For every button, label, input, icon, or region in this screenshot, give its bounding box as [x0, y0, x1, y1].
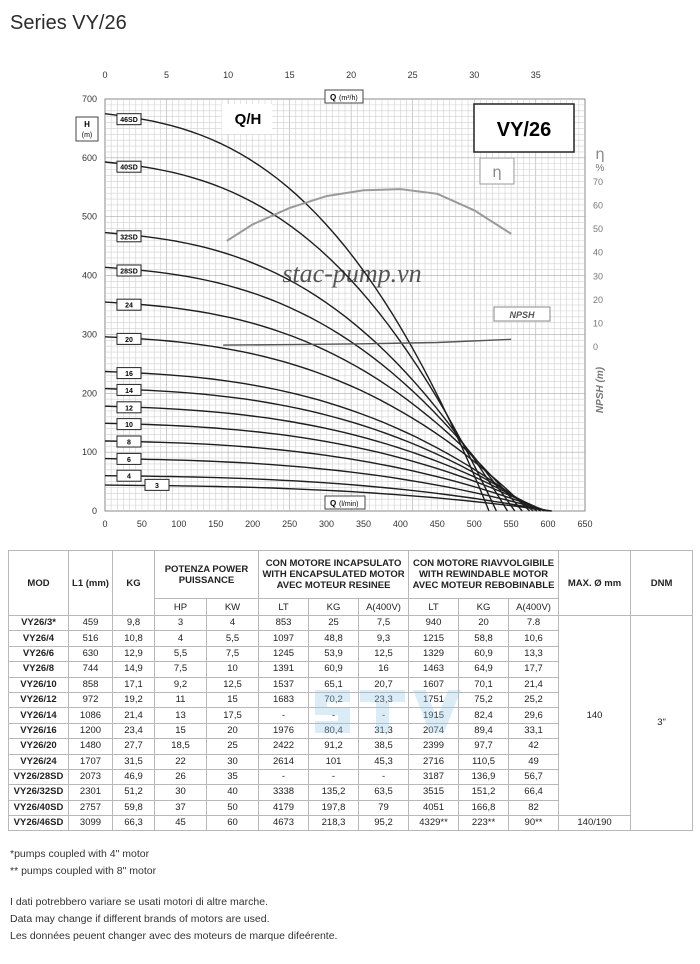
table-cell: 853 [259, 616, 309, 631]
table-cell: 459 [69, 616, 113, 631]
table-cell: 2614 [259, 754, 309, 769]
table-row [9, 816, 693, 831]
table-cell: - [359, 769, 409, 784]
bottom-tick-label: 250 [282, 519, 298, 529]
table-cell: 3187 [409, 769, 459, 784]
table-cell: 48,8 [309, 631, 359, 646]
sub-header-5: LT [409, 599, 459, 616]
table-cell: 135,2 [309, 785, 359, 800]
table-cell: 63,5 [359, 785, 409, 800]
table-cell: 12,5 [359, 646, 409, 661]
model-cell: VY26/4 [9, 631, 69, 646]
col-l1: L1 (mm) [69, 551, 113, 616]
col-dnm: DNM [631, 551, 693, 616]
table-cell: 1245 [259, 646, 309, 661]
table-cell: 15 [207, 692, 259, 707]
table-cell: 23,4 [113, 723, 155, 738]
table-cell: 15 [155, 723, 207, 738]
table-cell: 1683 [259, 692, 309, 707]
table-cell: 25,2 [509, 692, 559, 707]
sub-header-4: A(400V) [359, 599, 409, 616]
left-tick-label: 200 [81, 388, 97, 399]
disclaimer-it: I dati potrebbero variare se usati motori di altre marche. [10, 896, 268, 908]
table-cell: 4179 [259, 800, 309, 815]
left-tick-label: 600 [81, 152, 97, 163]
table-cell: 45 [155, 816, 207, 831]
col-incapsulato: CON MOTORE INCAPSULATO WITH ENCAPSULATED MOTOR AVEC MOTEUR RESINEE [259, 551, 409, 599]
eta-box-symbol: η [492, 163, 502, 181]
table-cell: 3099 [69, 816, 113, 831]
table-cell: 218,3 [309, 816, 359, 831]
left-tick-label: 400 [81, 270, 97, 281]
table-cell: - [359, 708, 409, 723]
table-cell: 20 [459, 616, 509, 631]
table-cell: 21,4 [509, 677, 559, 692]
table-cell: 19,2 [113, 692, 155, 707]
table-cell: 53,9 [309, 646, 359, 661]
table-cell: 51,2 [113, 785, 155, 800]
stage-label-3: 3 [155, 482, 159, 490]
table-cell: 38,5 [359, 739, 409, 754]
left-tick-label: 700 [81, 94, 97, 104]
stage-label-24: 24 [125, 302, 133, 310]
table-cell: 17,1 [113, 677, 155, 692]
performance-chart [0, 62, 700, 547]
eta-tick-label: 0 [593, 342, 599, 352]
table-cell: 25 [309, 616, 359, 631]
table-cell: 60,9 [309, 662, 359, 677]
table-cell: 18,5 [155, 739, 207, 754]
col-riavvolgibile: CON MOTORE RIAVVOLGIBILE WITH REWINDABLE MOTOR AVEC MOTEUR REBOBINABLE [409, 551, 559, 599]
table-cell: 10,8 [113, 631, 155, 646]
bottom-tick-label: 100 [171, 519, 187, 529]
table-cell: 40 [207, 785, 259, 800]
table-cell: 64,9 [459, 662, 509, 677]
table-cell: 4051 [409, 800, 459, 815]
table-cell: 744 [69, 662, 113, 677]
table-cell: 46,9 [113, 769, 155, 784]
table-cell: 17,7 [509, 662, 559, 677]
table-cell: 3338 [259, 785, 309, 800]
table-cell: 21,4 [113, 708, 155, 723]
table-cell: 630 [69, 646, 113, 661]
table-cell: 516 [69, 631, 113, 646]
table-cell: 20 [207, 723, 259, 738]
table-cell: 2074 [409, 723, 459, 738]
table-cell: 1086 [69, 708, 113, 723]
model-cell: VY26/14 [9, 708, 69, 723]
col-kg: KG [113, 551, 155, 616]
stage-label-10: 10 [125, 422, 133, 430]
table-cell: 79 [359, 800, 409, 815]
stage-label-12: 12 [125, 405, 133, 413]
top-tick-label: 15 [284, 70, 295, 80]
table-cell: 75,2 [459, 692, 509, 707]
table-cell: 7,5 [359, 616, 409, 631]
bottom-tick-label: 500 [466, 519, 482, 529]
bottom-tick-label: 0 [102, 519, 108, 529]
graph-label: Q/H [234, 111, 262, 128]
disclaimer-fr: Les données peuent changer avec des moteurs de marque difeérente. [10, 930, 338, 942]
table-cell: 1751 [409, 692, 459, 707]
bottom-tick-label: 200 [245, 519, 261, 529]
bottom-axis-label: Q [330, 499, 337, 508]
model-cell: VY26/40SD [9, 800, 69, 815]
table-cell: 972 [69, 692, 113, 707]
table-cell: 3515 [409, 785, 459, 800]
top-axis-label: Q [330, 93, 337, 102]
table-cell: 101 [309, 754, 359, 769]
left-tick-label: 300 [81, 329, 97, 340]
table-cell: 17,5 [207, 708, 259, 723]
table-cell: 4673 [259, 816, 309, 831]
table-cell: 1097 [259, 631, 309, 646]
bottom-tick-label: 50 [136, 519, 147, 529]
table-cell: 10,6 [509, 631, 559, 646]
top-tick-label: 10 [223, 70, 234, 80]
table-cell: 60,9 [459, 646, 509, 661]
table-cell: 82 [509, 800, 559, 815]
eta-tick-label: 10 [593, 318, 604, 329]
eta-tick-label: 50 [593, 224, 604, 235]
table-cell: 27,7 [113, 739, 155, 754]
table-cell: 30 [155, 785, 207, 800]
bottom-tick-label: 300 [319, 519, 335, 529]
table-cell: 1607 [409, 677, 459, 692]
table-cell: 91,2 [309, 739, 359, 754]
table-cell: 1329 [409, 646, 459, 661]
table-cell: 2073 [69, 769, 113, 784]
top-axis-unit: (m³/h) [339, 95, 358, 102]
eta-tick-label: 30 [593, 271, 604, 282]
table-cell: 37 [155, 800, 207, 815]
table-cell: - [259, 708, 309, 723]
model-cell: VY26/20 [9, 739, 69, 754]
sub-header-1: KW [207, 599, 259, 616]
table-cell: 58,8 [459, 631, 509, 646]
max-diameter-cell: 140 [559, 616, 631, 816]
table-cell: 1707 [69, 754, 113, 769]
table-cell: 1537 [259, 677, 309, 692]
model-cell: VY26/24 [9, 754, 69, 769]
table-cell: 7,5 [207, 646, 259, 661]
stage-label-20: 20 [125, 336, 133, 344]
table-cell: 14,9 [113, 662, 155, 677]
table-cell: 5,5 [207, 631, 259, 646]
table-cell: - [259, 769, 309, 784]
table-cell: 1200 [69, 723, 113, 738]
model-cell: VY26/32SD [9, 785, 69, 800]
stage-label-8: 8 [127, 439, 131, 447]
table-cell: 31,5 [113, 754, 155, 769]
stage-label-40SD: 40SD [120, 164, 138, 172]
eta-axis-symbol: η [595, 145, 605, 163]
table-cell: 20,7 [359, 677, 409, 692]
bottom-tick-label: 600 [540, 519, 556, 529]
table-cell: 2422 [259, 739, 309, 754]
col-potenza: POTENZA POWER PUISSANCE [155, 551, 259, 599]
eta-tick-label: 70 [593, 177, 604, 187]
left-tick-label: 500 [81, 211, 97, 222]
model-cell: VY26/16 [9, 723, 69, 738]
table-cell: 49 [509, 754, 559, 769]
table-cell: 5,5 [155, 646, 207, 661]
table-cell: - [309, 769, 359, 784]
table-cell: 10 [207, 662, 259, 677]
table-cell: 2301 [69, 785, 113, 800]
table-cell: 56,7 [509, 769, 559, 784]
sub-header-0: HP [155, 599, 207, 616]
dnm-cell: 3" [631, 616, 693, 831]
bottom-tick-label: 650 [577, 519, 593, 529]
table-row [9, 616, 693, 631]
table-cell: 858 [69, 677, 113, 692]
eta-tick-label: 40 [593, 247, 604, 258]
stage-label-4: 4 [127, 473, 131, 481]
stage-label-14: 14 [125, 387, 133, 395]
watermark-text: stac-pump.vn [282, 259, 422, 288]
table-cell: 2757 [69, 800, 113, 815]
table-cell: 223** [459, 816, 509, 831]
table-cell: 50 [207, 800, 259, 815]
table-cell: 29,6 [509, 708, 559, 723]
table-cell: 151,2 [459, 785, 509, 800]
table-cell: 22 [155, 754, 207, 769]
table-cell: 1215 [409, 631, 459, 646]
model-cell: VY26/46SD [9, 816, 69, 831]
eta-axis-percent: % [595, 163, 605, 174]
specs-body [9, 616, 693, 831]
table-cell: 35 [207, 769, 259, 784]
table-cell: 9,2 [155, 677, 207, 692]
stage-label-6: 6 [127, 456, 131, 464]
bottom-tick-label: 400 [392, 519, 408, 529]
table-cell: 65,1 [309, 677, 359, 692]
table-cell: 197,8 [309, 800, 359, 815]
table-cell: 97,7 [459, 739, 509, 754]
model-cell: VY26/28SD [9, 769, 69, 784]
bottom-tick-label: 150 [208, 519, 224, 529]
page-title: Series VY/26 [10, 12, 127, 34]
npsh-axis-label: NPSH (m) [595, 366, 606, 414]
table-cell: 16 [359, 662, 409, 677]
table-cell: 66,3 [113, 816, 155, 831]
table-cell: 80,4 [309, 723, 359, 738]
stage-label-46SD: 46SD [120, 117, 138, 125]
bottom-tick-label: 450 [429, 519, 445, 529]
model-cell: VY26/10 [9, 677, 69, 692]
table-cell: 2716 [409, 754, 459, 769]
max-diameter-last-cell: 140/190 [559, 816, 631, 831]
table-cell: 89,4 [459, 723, 509, 738]
table-cell: 7,5 [155, 662, 207, 677]
table-cell: 13,3 [509, 646, 559, 661]
table-cell: 1463 [409, 662, 459, 677]
table-cell: 9,8 [113, 616, 155, 631]
left-tick-label: 100 [81, 447, 97, 458]
table-cell: 12,9 [113, 646, 155, 661]
table-cell: 940 [409, 616, 459, 631]
h-axis-unit: (m) [81, 132, 93, 139]
top-tick-label: 35 [530, 70, 541, 80]
model-cell: VY26/6 [9, 646, 69, 661]
table-cell: 7.8 [509, 616, 559, 631]
col-mod: MOD [9, 551, 69, 616]
table-cell: 42 [509, 739, 559, 754]
table-cell: 4329** [409, 816, 459, 831]
table-cell: 82,4 [459, 708, 509, 723]
footnote-4in: *pumps coupled with 4" motor [10, 848, 150, 860]
eta-tick-label: 60 [593, 200, 604, 211]
table-cell: 4 [207, 616, 259, 631]
table-cell: 30 [207, 754, 259, 769]
col-max: MAX. Ø mm [559, 551, 631, 616]
top-tick-label: 20 [346, 70, 357, 80]
left-tick-label: 0 [91, 506, 97, 516]
table-cell: 11 [155, 692, 207, 707]
table-cell: 70,1 [459, 677, 509, 692]
model-cell: VY26/8 [9, 662, 69, 677]
model-label: VY/26 [496, 119, 552, 141]
stage-label-28SD: 28SD [120, 268, 138, 276]
sub-header-2: LT [259, 599, 309, 616]
table-cell: 9,3 [359, 631, 409, 646]
table-cell: 95,2 [359, 816, 409, 831]
table-cell: 2399 [409, 739, 459, 754]
table-cell: 90** [509, 816, 559, 831]
sub-header-7: A(400V) [509, 599, 559, 616]
table-cell: 23,3 [359, 692, 409, 707]
model-cell: VY26/12 [9, 692, 69, 707]
table-cell: 60 [207, 816, 259, 831]
eta-tick-label: 20 [593, 294, 604, 305]
table-cell: - [309, 708, 359, 723]
table-cell: 4 [155, 631, 207, 646]
table-cell: 110,5 [459, 754, 509, 769]
top-tick-label: 0 [102, 70, 108, 80]
table-cell: 1391 [259, 662, 309, 677]
bottom-tick-label: 550 [503, 519, 519, 529]
stage-label-32SD: 32SD [120, 234, 138, 242]
table-cell: 1915 [409, 708, 459, 723]
bottom-tick-label: 350 [355, 519, 371, 529]
disclaimer-en: Data may change if different brands of motors are used. [10, 913, 270, 925]
footnote-8in: ** pumps coupled with 8" motor [10, 865, 157, 877]
specs-table [8, 550, 693, 831]
table-cell: 70,2 [309, 692, 359, 707]
top-tick-label: 5 [164, 70, 170, 80]
table-cell: 31,3 [359, 723, 409, 738]
table-cell: 59,8 [113, 800, 155, 815]
table-cell: 25 [207, 739, 259, 754]
sub-header-6: KG [459, 599, 509, 616]
model-cell: VY26/3* [9, 616, 69, 631]
bottom-axis-unit: (l/min) [339, 501, 359, 508]
top-tick-label: 25 [407, 70, 418, 80]
table-cell: 26 [155, 769, 207, 784]
top-tick-label: 30 [469, 70, 480, 80]
table-cell: 45,3 [359, 754, 409, 769]
table-cell: 136,9 [459, 769, 509, 784]
table-cell: 1976 [259, 723, 309, 738]
npsh-label: NPSH [509, 310, 535, 320]
table-cell: 3 [155, 616, 207, 631]
h-axis-label: H [84, 120, 90, 129]
table-cell: 66,4 [509, 785, 559, 800]
table-cell: 166,8 [459, 800, 509, 815]
table-cell: 33,1 [509, 723, 559, 738]
table-cell: 1480 [69, 739, 113, 754]
stage-label-16: 16 [125, 371, 133, 379]
table-cell: 12,5 [207, 677, 259, 692]
table-cell: 13 [155, 708, 207, 723]
sub-header-3: KG [309, 599, 359, 616]
